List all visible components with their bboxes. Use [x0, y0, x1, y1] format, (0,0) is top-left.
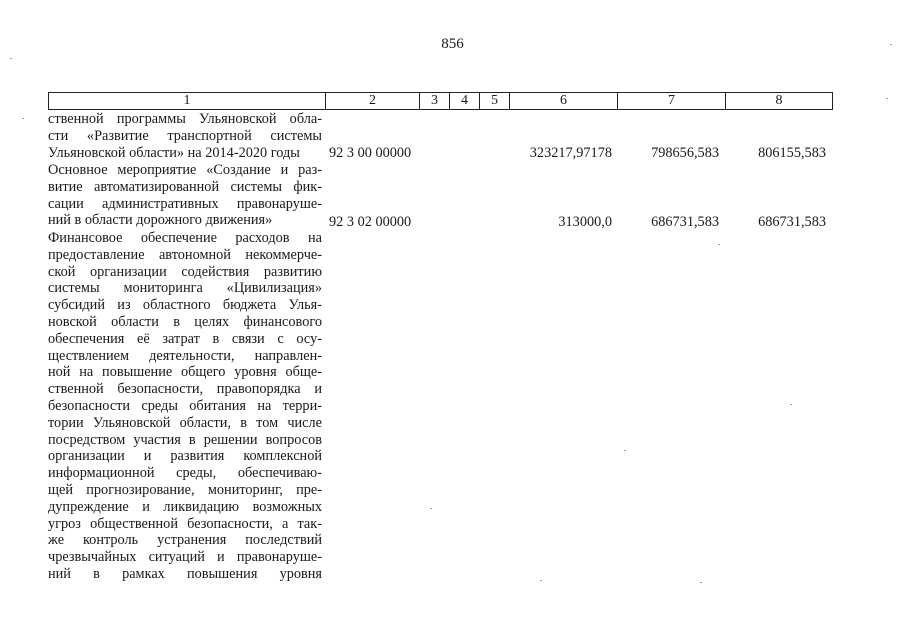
row-3-line-1: Финансовое обеспечение расходов на	[48, 230, 322, 246]
row-3-line-10: ственной безопасности, правопорядка и	[48, 381, 322, 398]
header-col-7: 7	[618, 93, 726, 110]
scan-speck	[718, 244, 720, 245]
row-3-line-8: ществлением деятельности, направлен-	[48, 347, 322, 364]
row-3-line-11: безопасности среды обитания на терри-	[48, 397, 322, 414]
row-1-code: 92 3 00 00000	[329, 145, 412, 161]
row-3-line-13: посредством участия в решении вопросов	[48, 431, 322, 448]
row-2-line-3: сации административных правонаруше-	[48, 195, 322, 212]
row-1-line-2: сти «Развитие транспортной системы	[48, 127, 322, 144]
row-3-line-2: предоставление автономной некоммерче-	[48, 246, 322, 263]
row-2-col8: 686731,583	[758, 214, 826, 230]
header-col-3: 3	[420, 93, 450, 110]
row-2-line-2: витие автоматизированной системы фик-	[48, 178, 322, 195]
scan-speck	[430, 508, 432, 509]
row-2-description	[48, 162, 322, 229]
row-3-line-15: информационной среды, обеспечиваю-	[48, 465, 322, 482]
scan-speck	[540, 580, 542, 581]
row-3-line-7: обеспечения её затрат в связи с осу-	[48, 330, 322, 347]
row-3-line-18: угроз общественной безопасности, а так-	[48, 515, 322, 532]
header-col-5: 5	[480, 93, 510, 110]
row-1-description	[48, 111, 322, 161]
row-2-col6: 313000,0	[558, 214, 612, 230]
page-number: 856	[441, 36, 464, 52]
scan-speck	[700, 582, 702, 583]
row-3-line-17: дупреждение и ликвидацию возможных	[48, 498, 322, 515]
row-1-line-3: Ульяновской области» на 2014-2020 годы	[48, 144, 300, 161]
row-3-line-6: новской области в целях финансового	[48, 313, 322, 330]
row-3-line-5: субсидий из областного бюджета Улья-	[48, 297, 322, 314]
scan-speck	[624, 450, 626, 451]
header-col-1: 1	[49, 93, 326, 110]
row-3-description	[48, 230, 322, 583]
header-col-4: 4	[450, 93, 480, 110]
header-col-6: 6	[510, 93, 618, 110]
header-col-8: 8	[726, 93, 833, 110]
row-1-col6: 323217,97178	[529, 145, 612, 161]
scan-speck	[22, 118, 24, 119]
row-3-line-16: щей прогнозирование, мониторинг, пре-	[48, 481, 322, 498]
row-3-line-19: же контроль устранения последствий	[48, 532, 322, 549]
row-1-col8: 806155,583	[758, 145, 826, 161]
row-2-line-4: ний в области дорожного движения»	[48, 212, 273, 229]
row-3-line-12: тории Ульяновской области, в том числе	[48, 414, 322, 431]
row-2-col7: 686731,583	[651, 214, 719, 230]
row-3-line-4: системы мониторинга «Цивилизация»	[48, 280, 322, 297]
row-1-line-1: ственной программы Ульяновской обла-	[48, 111, 322, 127]
row-2-code: 92 3 02 00000	[329, 214, 412, 230]
row-3-line-21: ний в рамках повышения уровня	[48, 565, 322, 582]
scan-speck	[886, 98, 888, 99]
scan-speck	[790, 404, 792, 405]
scan-speck	[10, 58, 12, 59]
row-3-line-20: чрезвычайных ситуаций и правонаруше-	[48, 549, 322, 566]
row-3-line-3: ской организации содействия развитию	[48, 263, 322, 280]
row-2-line-1: Основное мероприятие «Создание и раз-	[48, 162, 322, 178]
scan-speck	[890, 44, 892, 45]
header-col-2: 2	[326, 93, 420, 110]
row-1-col7: 798656,583	[651, 145, 719, 161]
table-header	[48, 92, 833, 110]
row-3-line-14: организации и развития комплексной	[48, 448, 322, 465]
row-3-line-9: ной на повышение общего уровня обще-	[48, 364, 322, 381]
